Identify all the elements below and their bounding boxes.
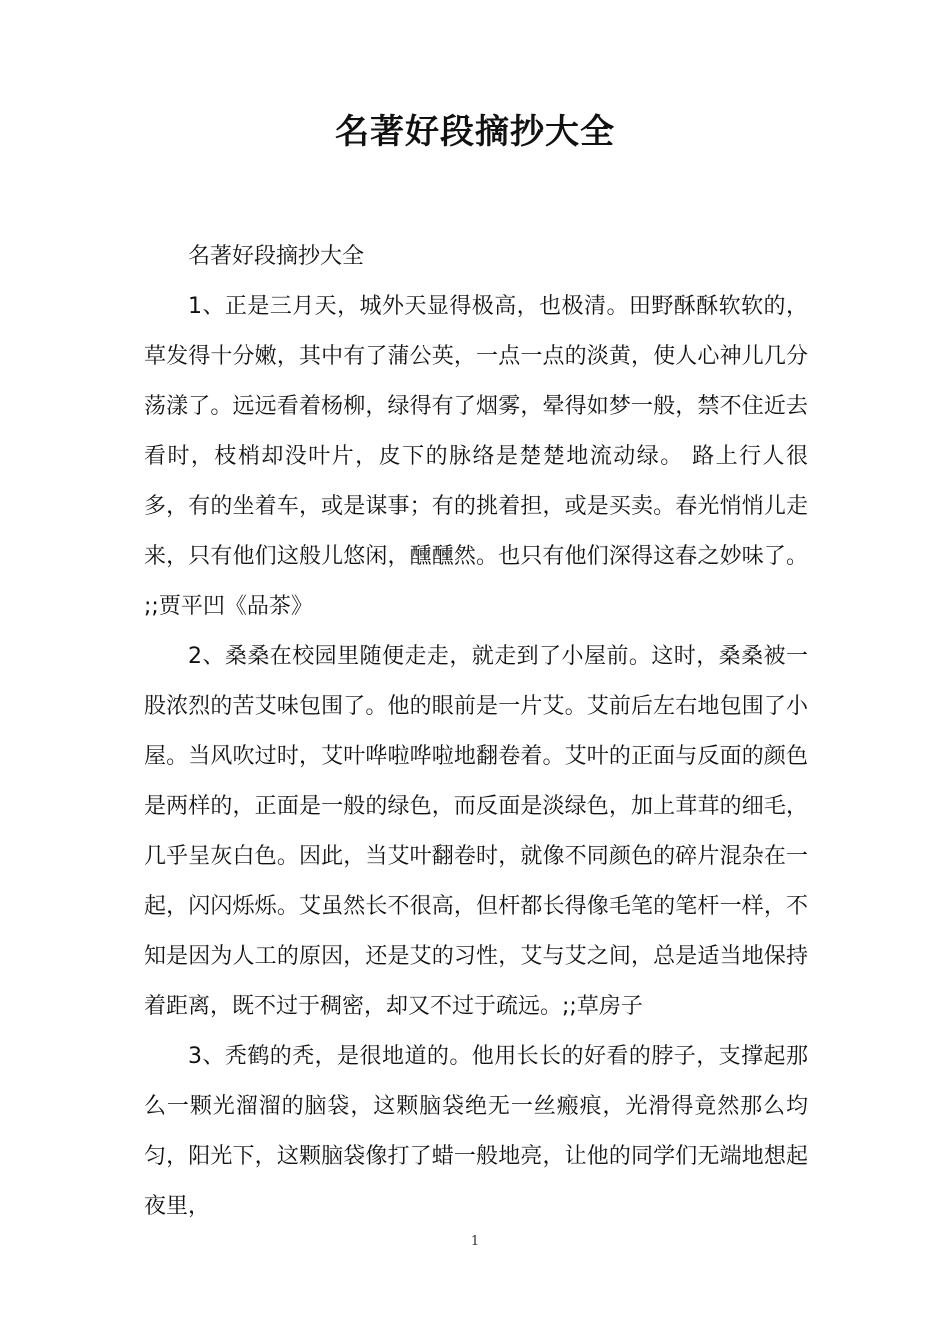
paragraph-3: 3、秃鹤的秃，是很地道的。他用长长的好看的脖子，支撑起那么一颗光溜溜的脑袋，这颗脑袋绝无一丝瘢痕，光滑得竟然那么均匀，阳光下，这颗脑袋像打了蜡一般地亮，让他的同学们无端地想起夜里， bbox=[144, 1044, 808, 1219]
page-number: 1 bbox=[470, 1234, 480, 1249]
paragraph-heading: 名著好段摘抄大全 bbox=[188, 244, 365, 269]
document-body bbox=[144, 232, 808, 1232]
paragraph-2: 2、桑桑在校园里随便走走，就走到了小屋前。这时，桑桑被一股浓烈的苦艾味包围了。他的眼前是一片艾。艾前后左右地包围了小屋。当风吹过时，艾叶哗啦哗啦地翻卷着。艾叶的正面与反面的颜色是两样的，正面是一般的绿色，而反面是淡绿色，加上茸茸的细毛，几乎呈灰白色。因此，当艾叶翻卷时，就像不同颜色的碎片混杂在一起，闪闪烁烁。艾虽然长不很高，但杆都长得像毛笔的笔杆一样，不知是因为人工的原因，还是艾的习性，艾与艾之间，总是适当地保持着距离，既不过于稠密，却又不过于疏远。;;草房子 bbox=[144, 644, 808, 1019]
document-title: 名著好段摘抄大全 bbox=[335, 112, 615, 152]
paragraph-1: 1、正是三月天，城外天显得极高，也极清。田野酥酥软软的，草发得十分嫩，其中有了蒲公英，一点一点的淡黄，使人心神儿几分荡漾了。远远看着杨柳，绿得有了烟雾，晕得如梦一般，禁不住近去看时，枝梢却没叶片，皮下的脉络是楚楚地流动绿。 路上行人很多，有的坐着车，或是谋事；有的挑着担，或是买卖。春光悄悄儿走来，只有他们这般儿悠闲，醺醺然。也只有他们深得这春之妙味了。 ;;贾平凹《品茶》 bbox=[144, 294, 808, 619]
